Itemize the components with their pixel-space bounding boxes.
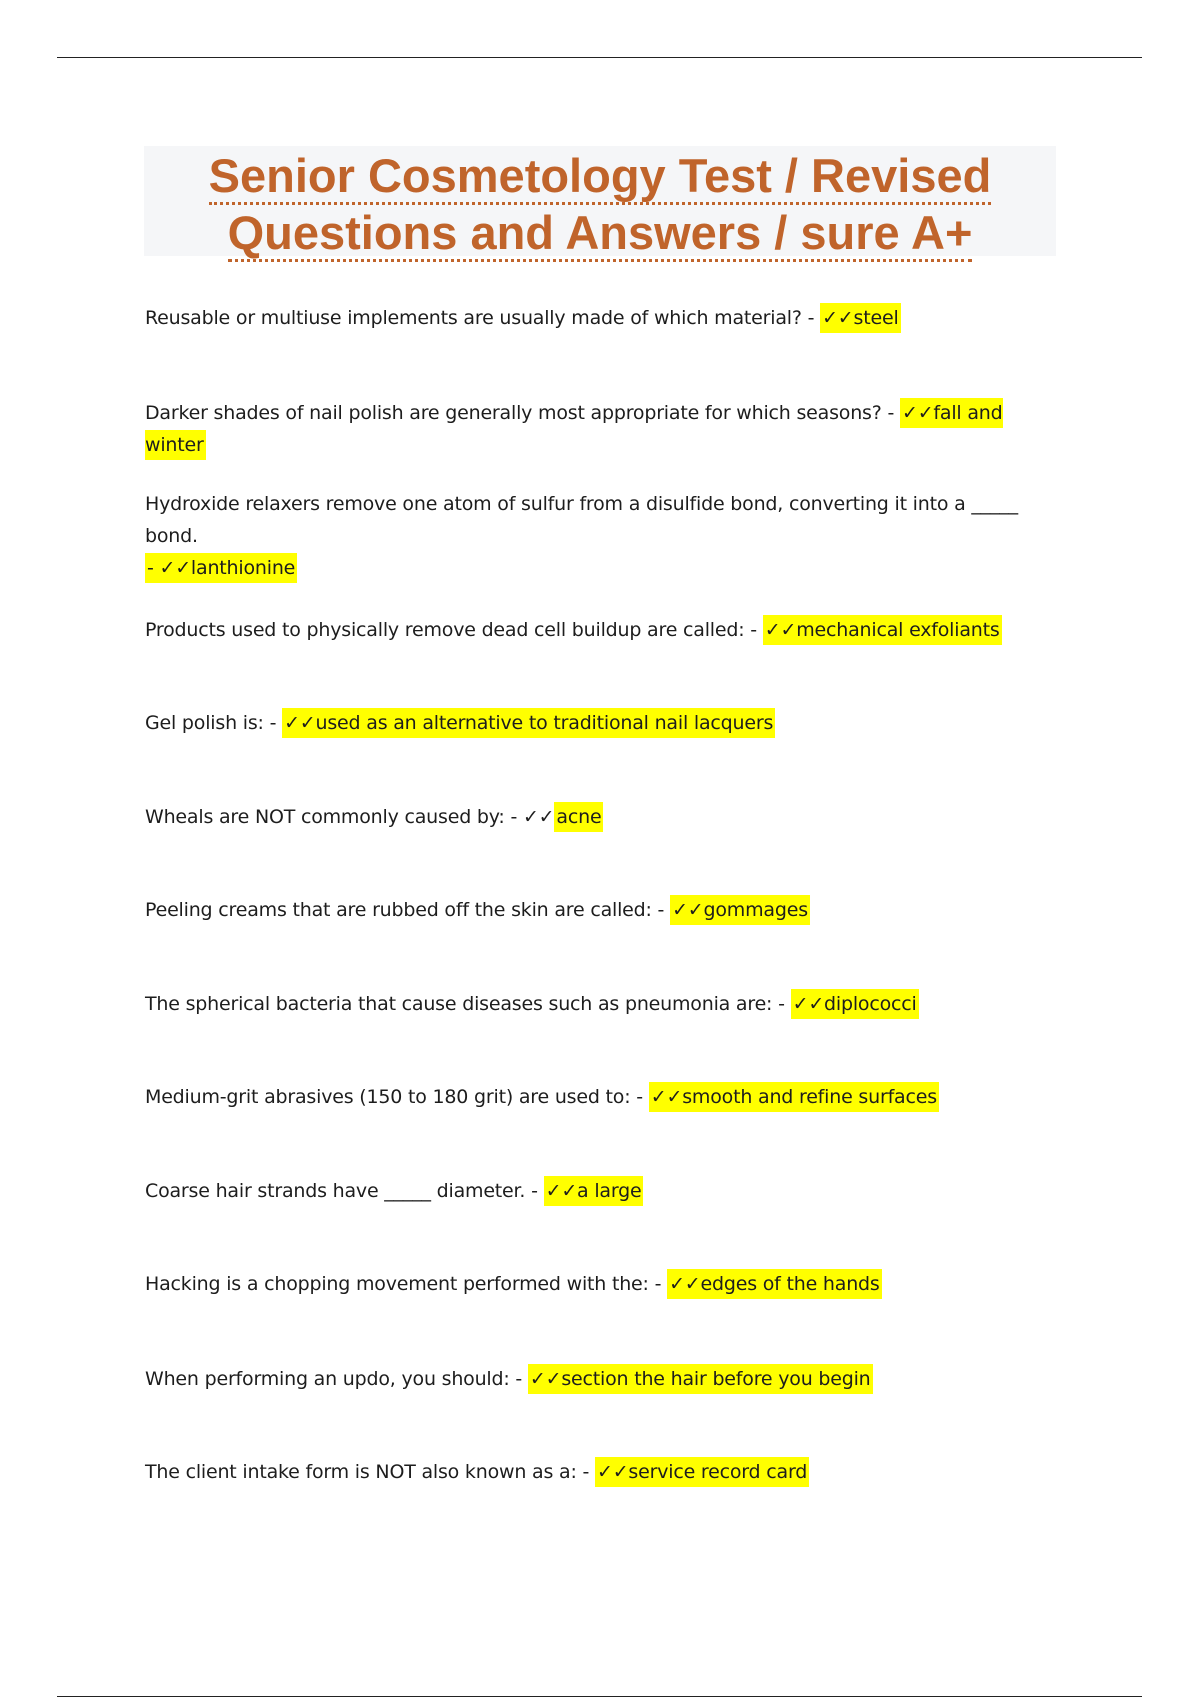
question-text: The client intake form is NOT also known as a: - [145,1461,595,1483]
document-title-line-2: Questions and Answers / sure A+ [228,207,973,262]
question-text: Wheals are NOT commonly caused by: - ✓✓ [145,806,555,828]
answer-highlight: ✓✓diplococci [791,989,919,1019]
qa-item [145,1175,1065,1207]
qa-item [145,1363,1065,1395]
answer-highlight: ✓✓gommages [670,895,810,925]
answer-highlight: ✓✓smooth and refine surfaces [649,1082,939,1112]
top-rule [57,57,1142,58]
answer-highlight: ✓✓steel [820,303,900,333]
answer-highlight: acne [554,802,603,832]
question-text: Medium-grit abrasives (150 to 180 grit) are used to: - [145,1086,649,1108]
bottom-rule [57,1696,1142,1697]
qa-item [145,397,1065,461]
answer-highlight: - ✓✓lanthionine [145,553,297,583]
title-box [144,146,1056,259]
answer-highlight: ✓✓mechanical exfoliants [763,615,1002,645]
question-text: Hydroxide relaxers remove one atom of sulfur from a disulfide bond, converting it into a _____ bond. [145,493,1018,547]
answer-highlight: ✓✓fall and winter [145,398,1003,460]
qa-item [145,1268,1065,1300]
question-text: Gel polish is: - [145,712,283,734]
answer-highlight: ✓✓section the hair before you begin [528,1364,873,1394]
question-text: Darker shades of nail polish are generally most appropriate for which seasons? - [145,402,900,424]
answer-highlight: ✓✓service record card [595,1457,809,1487]
question-text: Products used to physically remove dead cell buildup are called: - [145,619,763,641]
qa-item [145,801,1065,833]
question-text: The spherical bacteria that cause diseases such as pneumonia are: - [145,993,791,1015]
question-text: Coarse hair strands have _____ diameter. - [145,1180,544,1202]
qa-item [145,1081,1065,1113]
document-title-line-1: Senior Cosmetology Test / Revised [209,150,992,205]
question-text: When performing an updo, you should: - [145,1368,528,1390]
answer-highlight: ✓✓used as an alternative to traditional nail lacquers [282,708,775,738]
answer-highlight: ✓✓edges of the hands [667,1269,882,1299]
qa-item [145,1456,1065,1488]
qa-item [145,488,1065,584]
qa-item [145,302,1065,334]
qa-item [145,988,1065,1020]
qa-item [145,894,1065,926]
question-text: Reusable or multiuse implements are usually made of which material? - [145,307,821,329]
qa-item [145,614,1065,646]
question-text: Hacking is a chopping movement performed with the: - [145,1273,668,1295]
question-text: Peeling creams that are rubbed off the skin are called: - [145,899,671,921]
qa-item [145,707,1065,739]
answer-highlight: ✓✓a large [544,1176,644,1206]
